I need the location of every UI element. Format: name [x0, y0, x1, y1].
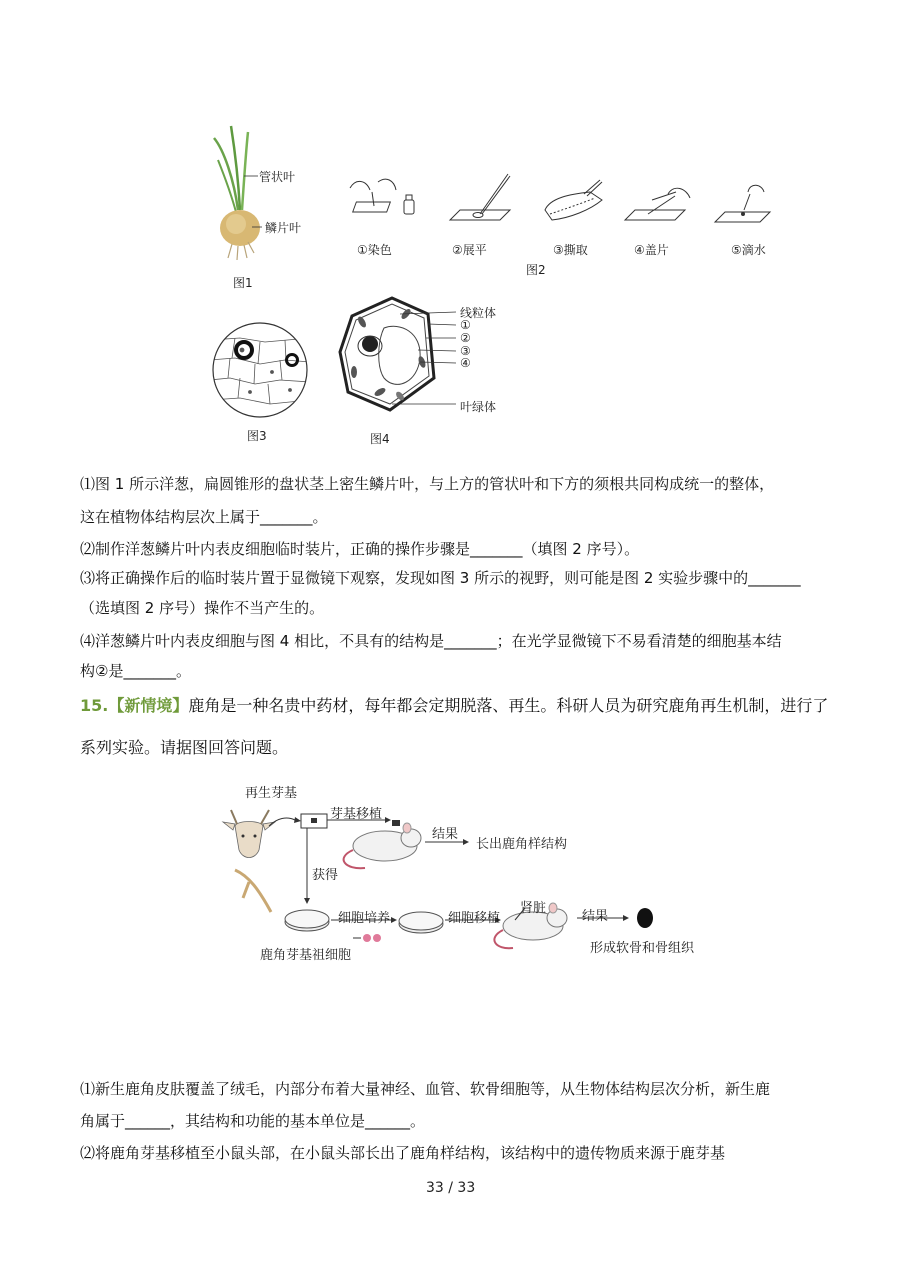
q15-label-cartilage: 形成软骨和骨组织: [590, 941, 695, 956]
q15-label-kidney: 肾脏: [520, 901, 547, 916]
fig2-step-2: ②展平: [452, 243, 487, 257]
q15-label-obtain: 获得: [312, 868, 339, 883]
fig2-step-3: ③撕取: [553, 243, 588, 257]
q15-number: 15.: [80, 696, 109, 715]
q14-part2: ⑵制作洋葱鳞片叶内表皮细胞临时装片，正确的操作步骤是_______（填图 2 序号）。: [80, 540, 640, 558]
q14-part3-line2: （选填图 2 序号）操作不当产生的。: [80, 599, 325, 617]
fig1-label-scale: 鳞片叶: [265, 221, 302, 235]
fig4-label-mitochondria: 线粒体: [460, 306, 497, 320]
q15-intro-text: 鹿角是一种名贵中药材，每年都会定期脱落、再生。科研人员为研究鹿角再生机制，进行了: [188, 696, 829, 715]
q15-label-regen-bud: 再生芽基: [245, 786, 298, 801]
q15-intro-line2: 系列实验。请据图回答问题。: [80, 738, 289, 757]
q15-part2-line1: ⑵将鹿角芽基移植至小鼠头部，在小鼠头部长出了鹿角样结构，该结构中的遗传物质来源于鹿芽基: [80, 1144, 726, 1162]
q14-part4-line1: ⑷洋葱鳞片叶内表皮细胞与图 4 相比，不具有的结构是_______；在光学显微镜下不易看清楚的细胞基本结: [80, 632, 782, 650]
q15-label-cell-transplant: 细胞移植: [448, 911, 501, 926]
fig4-label-chloroplast: 叶绿体: [460, 400, 497, 414]
fig1-caption: 图1: [233, 276, 253, 290]
fig4-label-2: ②: [460, 331, 471, 345]
fig3-caption: 图3: [247, 429, 267, 443]
fig2-step-1: ①染色: [357, 243, 392, 257]
q14-part1-line1: ⑴图 1 所示洋葱，扁圆锥形的盘状茎上密生鳞片叶，与上方的管状叶和下方的须根共同构成统一的整体，: [80, 475, 775, 493]
fig2-caption: 图2: [526, 263, 546, 277]
figure-3-microscope-view: [210, 320, 310, 420]
fig2-step-5: ⑤滴水: [731, 243, 766, 257]
q14-part1-line2: 这在植物体结构层次上属于_______。: [80, 508, 328, 526]
q15-intro-line1: [80, 695, 828, 717]
q15-label-progenitor: 鹿角芽基祖细胞: [260, 948, 352, 963]
fig2-step-4: ④盖片: [634, 243, 669, 257]
q15-label-result2: 结果: [582, 909, 609, 924]
figure-1-onion: [200, 120, 310, 290]
q15-part1-line2: 角属于______，其结构和功能的基本单位是______。: [80, 1112, 426, 1130]
q15-tag: 【新情境】: [108, 696, 189, 715]
figure-2-steps: [330, 170, 780, 240]
q14-part4-line2: 构②是_______。: [80, 662, 191, 680]
fig4-label-3: ③: [460, 344, 471, 358]
fig4-label-4: ④: [460, 356, 471, 370]
page-number: 33 / 33: [426, 1180, 476, 1196]
q15-label-cell-culture: 细胞培养: [338, 911, 391, 926]
q15-label-antler-like: 长出鹿角样结构: [476, 837, 568, 852]
q15-label-bud-transplant: 芽基移植: [330, 807, 383, 822]
fig4-label-1: ①: [460, 318, 471, 332]
q15-label-result1: 结果: [432, 827, 459, 842]
fig4-caption: 图4: [370, 432, 390, 446]
fig1-label-leaf: 管状叶: [259, 170, 296, 184]
q15-part1-line1: ⑴新生鹿角皮肤覆盖了绒毛，内部分布着大量神经、血管、软骨细胞等，从生物体结构层次分析，新生鹿: [80, 1080, 771, 1098]
q14-part3-line1: ⑶将正确操作后的临时装片置于显微镜下观察，发现如图 3 所示的视野，则可能是图 2 实验步骤中的_______: [80, 569, 801, 587]
